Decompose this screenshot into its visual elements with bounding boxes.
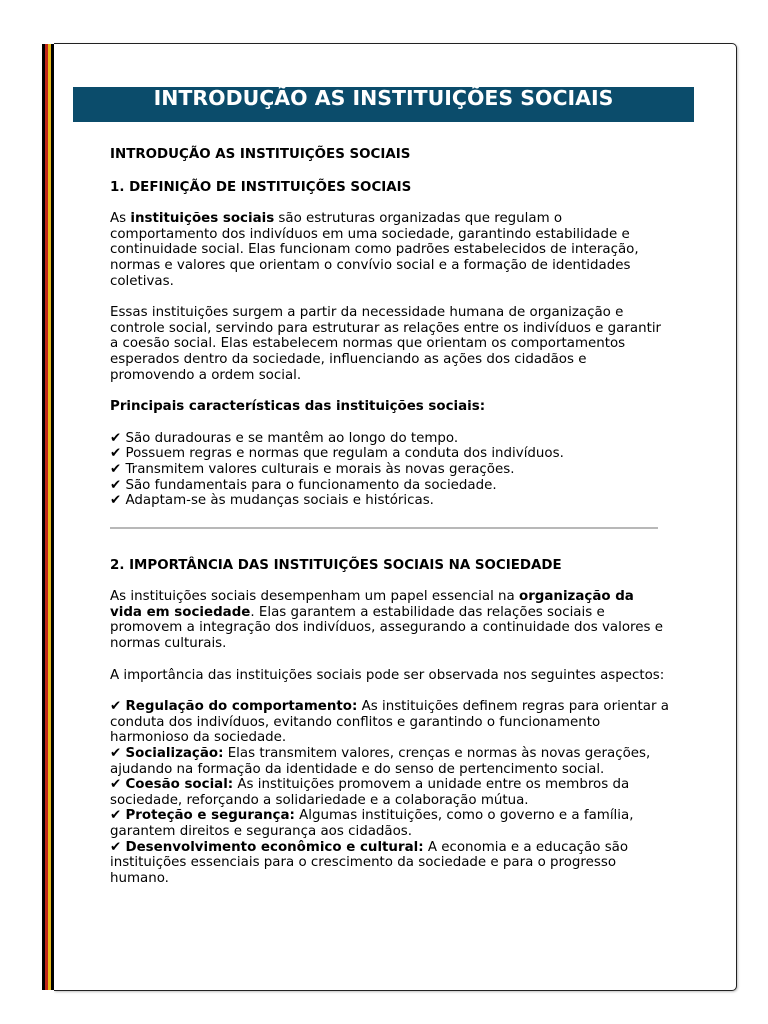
aspect-title: Proteção e segurança: bbox=[125, 808, 295, 824]
aspects-list bbox=[110, 699, 670, 886]
aspect-title: Regulação do comportamento: bbox=[125, 699, 358, 715]
list-item: ✔ São duradouras e se mantêm ao longo do tempo. bbox=[110, 430, 459, 446]
check-icon: ✔ bbox=[110, 746, 126, 762]
aspect-text: Algumas instituições, como o governo e a família, garantem direitos e segurança aos cidadãos. bbox=[110, 808, 634, 839]
aspect-item bbox=[110, 746, 670, 777]
aspect-text: A economia e a educação são instituições essenciais para o crescimento da sociedade e para o progresso humano. bbox=[110, 839, 629, 886]
bold-term: organização da vida em sociedade bbox=[110, 589, 634, 620]
text-span: As instituições sociais desempenham um papel essencial na bbox=[110, 589, 519, 605]
aspect-item bbox=[110, 808, 670, 839]
aspect-text: Elas transmitem valores, crenças e normas às novas gerações, ajudando na formação da identidade e do senso de pertencimento social. bbox=[110, 746, 651, 777]
aspect-title: Socialização: bbox=[125, 746, 224, 762]
aspect-text: As instituições definem regras para orientar a conduta dos indivíduos, evitando conflitos e garantindo o funcionamento harmonioso da sociedade. bbox=[110, 699, 669, 746]
features-heading: Principais características das instituições sociais: bbox=[110, 399, 486, 415]
title-banner bbox=[73, 87, 694, 122]
banner-title: INTRODUÇÃO AS INSTITUIÇÕES SOCIAIS bbox=[153, 86, 614, 110]
aspect-item bbox=[110, 699, 670, 746]
document-body bbox=[110, 147, 670, 886]
text-span: . Elas garantem a estabilidade das relações sociais e promovem a integração dos indivíduos, assegurando a continuidade dos valores e normas culturais. bbox=[110, 604, 663, 652]
list-item: ✔ Possuem regras e normas que regulam a conduta dos indivíduos. bbox=[110, 446, 564, 462]
section-2-paragraph-1 bbox=[110, 589, 670, 651]
bold-term: instituições sociais bbox=[130, 211, 275, 227]
section-1-paragraph-1 bbox=[110, 211, 670, 289]
aspect-item bbox=[110, 840, 670, 887]
features-list bbox=[110, 431, 670, 509]
section-2-heading: 2. IMPORTÂNCIA DAS INSTITUIÇÕES SOCIAIS NA SOCIEDADE bbox=[110, 557, 562, 573]
document-title: INTRODUÇÃO AS INSTITUIÇÕES SOCIAIS bbox=[110, 147, 411, 162]
aspect-text: As instituições promovem a unidade entre os membros da sociedade, reforçando a solidariedade e a colaboração mútua. bbox=[110, 777, 630, 808]
section-1-heading: 1. DEFINIÇÃO DE INSTITUIÇÕES SOCIAIS bbox=[110, 179, 412, 195]
aspect-title: Desenvolvimento econômico e cultural: bbox=[125, 839, 424, 855]
section-1-paragraph-2: Essas instituições surgem a partir da necessidade humana de organização e controle social, servindo para estruturar as relações entre os indivíduos e garantir a coesão social. Elas estabelecem normas que orientam os comportamentos esperados dentro da sociedade, influenciando as ações dos cidadãos e promovendo a ordem social. bbox=[110, 305, 662, 383]
aspect-item bbox=[110, 777, 670, 808]
list-item: ✔ Adaptam-se às mudanças sociais e históricas. bbox=[110, 493, 434, 509]
section-divider bbox=[110, 527, 658, 529]
check-icon: ✔ bbox=[110, 839, 126, 855]
aspect-title: Coesão social: bbox=[125, 777, 234, 793]
check-icon: ✔ bbox=[110, 777, 126, 793]
list-item: ✔ São fundamentais para o funcionamento da sociedade. bbox=[110, 477, 497, 493]
text-span: são estruturas organizadas que regulam o comportamento dos indivíduos em uma sociedade, garantindo estabilidade e continuidade social. Elas funcionam como padrões estabelecidos de interação, normas e valores que orientam o convívio social e a formação de identidades coletivas. bbox=[110, 211, 639, 289]
list-item: ✔ Transmitem valores culturais e morais às novas gerações. bbox=[110, 461, 515, 477]
check-icon: ✔ bbox=[110, 808, 126, 824]
section-2-paragraph-2: A importância das instituições sociais pode ser observada nos seguintes aspectos: bbox=[110, 667, 665, 683]
check-icon: ✔ bbox=[110, 699, 126, 715]
text-span: As bbox=[110, 211, 131, 227]
